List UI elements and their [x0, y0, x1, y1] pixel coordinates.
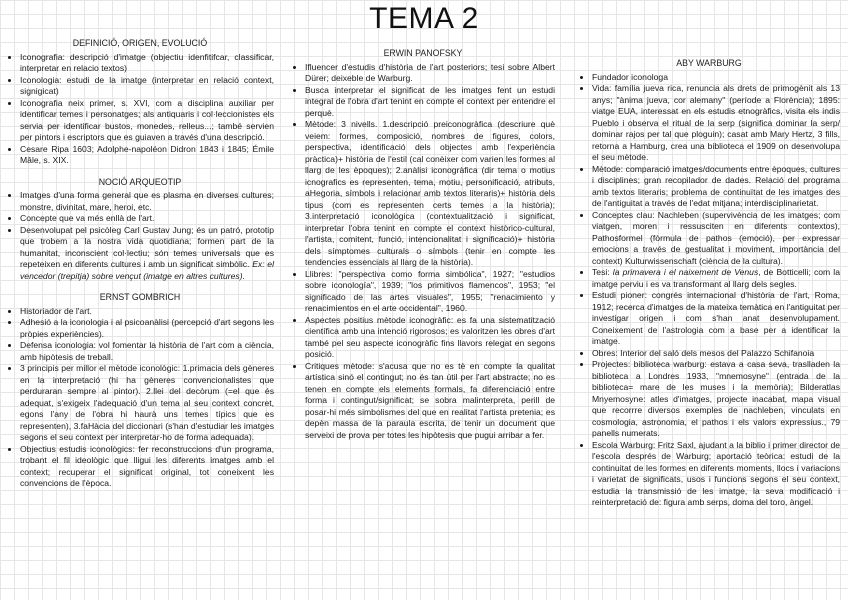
list-item: • Iconografia neix primer, s. XVI, com a disciplina auxiliar per identificar temes i personatges; als antiquaris i col·leccionistes els servia per identificar bustos, monedes, relleus...; també servien per pintors i escriptors que es guiaven a través d'una descripció. [20, 98, 274, 144]
bullet-list [6, 52, 274, 167]
section-arqueotip [6, 177, 274, 283]
artwork-title: la primavera i el naixement de Venus [612, 267, 759, 277]
bullet-list [6, 190, 274, 282]
list-item [20, 225, 274, 283]
list-item: • Critiques mètode: s'acusa que no es tè en compte la qualitat artística sinó el contingut; no és tan útil per l'art abstracte; no es tenen en compte els elements formals, fa diferenciació entre forma i contingut/significat; se sobra malinterpreta, perill de posar-hi més simbolismes del que en realitat l'artista pretenia; es depèn massa de la paraula escrita, de tenir un document que serveixi de prova per totes les hipòtesis que pugui arribar a fer. [305, 361, 555, 442]
list-item: • Iconografia: descripció d'imatge (objectiu idenfitifcar, classificar, interpretar en relacio textos) [20, 52, 274, 75]
list-item: • Llibres: "perspectiva como forma simbólica", 1927; "estudios sobre iconología", 1939; "los primitivos flamencos", 1953; "el significado de las artes visuales", 1955; "renacimiento y renacimientos en el arte occidental", 1960. [305, 269, 555, 315]
list-item: • Historiador de l'art. [20, 306, 274, 318]
section-heading: ERNST GOMBRICH [99, 292, 181, 302]
column-left [6, 38, 274, 500]
list-item-text: , de Botticelli; com la imatge perviu i es va transformant al llarg dels segles. [592, 267, 841, 289]
bullet-list [6, 306, 274, 490]
list-item: • Conceptes clau: Nachleben (supervivència de les imatges; com viatgen, moren i ressusciten en diferents contextos), Pathosformel (fòrmula de pathos (emoció), per expressar emocions a través de gestualitat i moviment, importància del context) Kulturwissenschaft (ciència de la cultura). [592, 210, 840, 268]
list-item: • Projectes: biblioteca warburg: estava a casa seva, traslladen la biblioteca a Londres 1933, "mnemosyne" (entrada de la biblioteca= mare de les muses i la memòria); Bilderatlas Mnyemosyne: atles d'imatges, projecte inacabat, mapa visual que recorrre diversos exemples de nachleben, vinculats en cosmologia, astronomia, el pathos i els valors expressius., 79 panells numerats. [592, 359, 840, 440]
list-item: • Imatges d'una forma general que es plasma en diverses cultures; monstre, divinitat, mare, heroi, etc. [20, 190, 274, 213]
list-item: • Estudi pioner: congrés internacional d'història de l'art, Roma, 1912; recerca d'imatges de la mateixa temàtica en l'antiguitat per investigar origen i com s'han anat desenvolupament. Coneixement de l'astrologia com a base per a identificar la imatge. [592, 290, 840, 348]
list-item-text: Desenvolupat pel psicòleg Carl Gustav Jung; és un patró, prototip que trobem a la nostra vida quotidiana; formen part de la humanitat, inconscient col·lectiu; són temes universals que es repeteixen en diferents cultures i amb un significat simbòlic. [20, 224, 274, 269]
list-item: • Busca interpretar el significat de les imatges fent un estudi integral de l'obra d'art tenint en compte el context per entendre el perquè. [305, 85, 555, 120]
bullet-list [291, 62, 555, 442]
example-text: Ex: el vencedor (trepitja) sobre vençut (imatge en altres cultures). [20, 259, 275, 281]
column-right [578, 58, 840, 509]
list-item: • Aspectes positius mètode iconogràfic: es fa una sistematització científica amb una intenció rigorosos; es valoritzen les obres d'art també pel seu aspecte iconogràfic fins llavors relegat en segons posició. [305, 315, 555, 361]
list-item: • Objectius estudis iconològics: fer reconstruccions d'un programa, trobant el fil ideològic que lligui les diferents imatges amb el context; recuperar el significat original, tot coneixent les convencions de l'època. [20, 444, 274, 490]
bullet-list [578, 72, 840, 509]
list-item: • Defensa iconologia: vol fomentar la història de l'art com a ciència, amb hipòtesis de treball. [20, 340, 274, 363]
list-item: • Obres: Interior del saló dels mesos del Palazzo Schifanoia [592, 348, 840, 360]
list-item: • Mètode: comparació imatges/documents entre èpoques, cultures i disciplines; gran recopilador de dades. Relació del programa amb textos literaris; problema de continuïtat de les imatges des de l'antiguitat a través de l'edat mitjana; interdisciplinarietat. [592, 164, 840, 210]
section-gombrich [6, 292, 274, 490]
section-heading: ERWIN PANOFSKY [383, 48, 463, 58]
list-item: • Iconologia: estudi de la imatge (interpretar en relació context, signigicat) [20, 75, 274, 98]
column-middle [291, 48, 555, 441]
list-item: • Adhesió a la iconologia i al psicoanàlisi (percepció d'art segons les pròpies experiències). [20, 317, 274, 340]
section-heading: DEFINICIÓ, ORIGEN, EVOLUCIÓ [72, 38, 208, 48]
list-item: • 3 principis per millor el mètode iconològic: 1.primacia dels gèneres en la interpretació (hi ha gèneres convencionalistes que perduraran sempre al pintor). 2.llei del decòrum (=el que és adequat, s'exigeix l'adequació d'un tema al seu context concret, egons l'any de l'obra hi haurà uns temes típics que es representen), 3.faHàcia del diccionari (s'han d'estudiar les imatges segons el seu context per interpretar-ho de forma adequada). [20, 363, 274, 444]
section-heading: ABY WARBURG [676, 58, 742, 68]
section-heading: NOCIÓ ARQUEOTIP [98, 176, 182, 187]
list-item [592, 267, 840, 290]
page-title: TEMA 2 [369, 2, 479, 35]
section-definicio [6, 38, 274, 167]
list-item: • Concepte que va més enllà de l'art. [20, 213, 274, 225]
list-item: • Vida: família jueva rica, renuncia als drets de primogènit als 13 anys; "ànima jueva, cor alemany" (període a Florència); 1895: viatge EUA, interessat en els estudis etnogràfics, visita els indis Pueblo i observa el ritual de la serp (significa dominar la serp/ dominar rajos per tal que ploguin); casat amb Mary Hertz, 3 fills, retorna a Hamburg, crea una biblioteca el 1909 on desenvolupa el seu mètode. [592, 83, 840, 164]
list-item: • Escola Warburg: Fritz Saxl, ajudant a la biblio i primer director de l'escola després de Warburg; aportació teòrica: estudi de la continuitat de les formes en diferents moments, llocs i variacions i varietat de significats, usos i funcions segons el seu context, estudia la transmissió de les imatge, la seva modificació i reinterpretació de: figura amb serps, doma del toro, àngel. [592, 440, 840, 509]
list-item: • Fundador iconologa [592, 72, 840, 84]
list-item: • Ifluencer d'estudis d'història de l'art posteriors; tesi sobre Albert Dürer; deixeble de Warburg. [305, 62, 555, 85]
list-item-text: Tesi: [592, 267, 613, 277]
list-item: • Mètode: 3 nivells. 1.descripció preiconogràfica (descriure què veiem: formes, composició, nombres de figures, colors, perspectiva, identificació dels objectes amb l'experiència pràctica)+ història de l'estil (cal conèixer com varien les formes al llarg de les èpoques); 2.anàlisi iconogràfica (dir tema o motius icnografics es representen, tema, motiu, personificació, atributs, aHegoria, símbols i relacionar amb textos literaris)+ història dels tipus (com es representen certs temes a la història); 3.interpretació iconològica (contextualització i significat, interpretar l'obra tenint en compte el context històrico-cultural, l'artista, comitent, funció, intencionalitat i significació)+ història dels símptomes culturals o símbols (tenir en compte les tendencies essencials al llarg de la història). [305, 119, 555, 269]
list-item: • Cesare Ripa 1603; Adolphe-napoléon Didron 1843 i 1845; Émile Mâle, s. XIX. [20, 144, 274, 167]
